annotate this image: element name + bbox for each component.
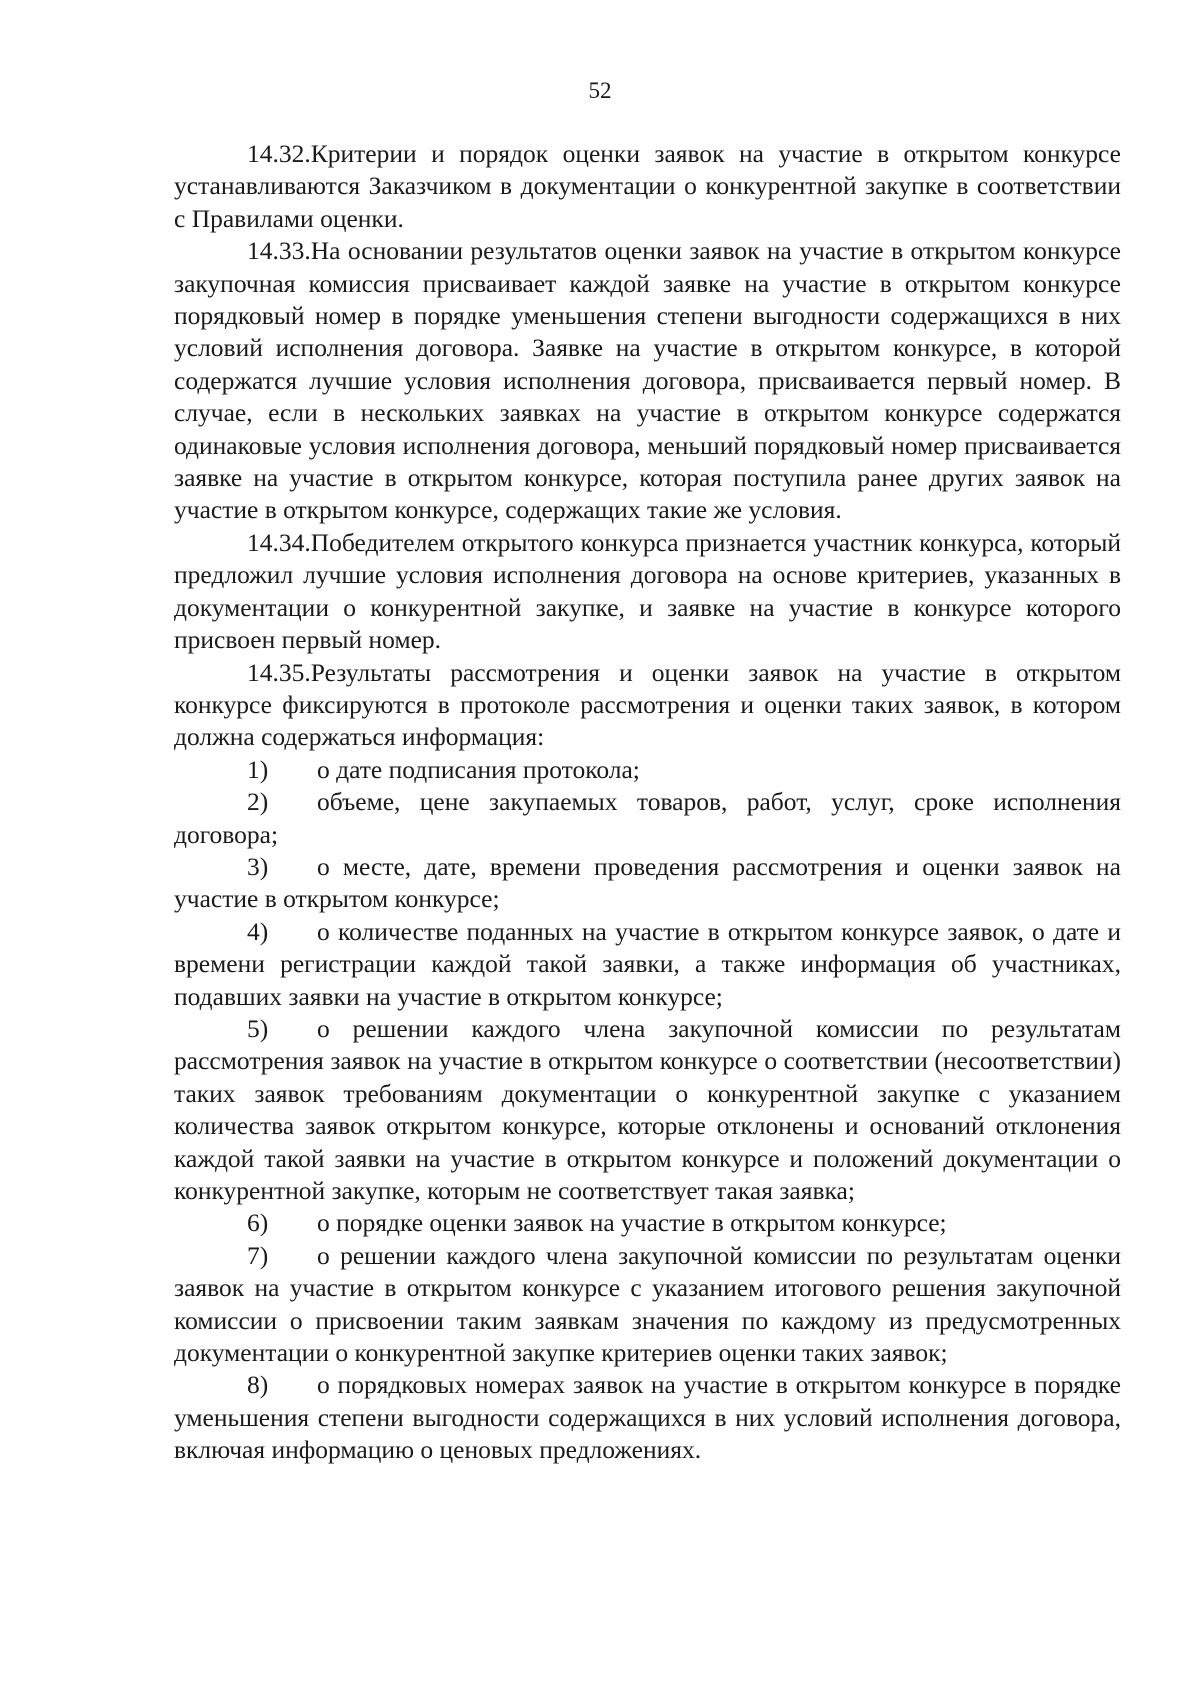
list-item-text: о порядке оценки заявок на участие в открытом конкурсе; xyxy=(317,1208,947,1238)
list-item-text: объеме, цене закупаемых товаров, работ, услуг, сроке исполнения договора; xyxy=(174,787,1121,849)
list-item-text: о дате подписания протокола; xyxy=(317,754,640,784)
list-item-number: 3) xyxy=(247,851,269,881)
list-item-text: о порядковых номерах заявок на участие в открытом конкурсе в порядке уменьшения степени выгодности содержащихся в них условий исполнения договора, включая информацию о ценовых предложениях. xyxy=(174,1370,1121,1465)
list-item-text: о месте, дате, времени проведения рассмотрения и оценки заявок на участие в открытом конкурсе; xyxy=(174,851,1121,914)
list-item-number: 1) xyxy=(247,754,269,784)
list-item-text: о решении каждого члена закупочной комиссии по результатам оценки заявок на участие в открытом конкурсе с указанием итогового решения закупочной комиссии о присвоении таким заявкам значения по каждому из предусмотренных документации о конкурентной закупке критериев оценки таких заявок; xyxy=(174,1240,1121,1368)
list-item-number: 7) xyxy=(247,1240,269,1270)
list-item xyxy=(174,754,1121,786)
list-item xyxy=(174,851,1121,916)
document-body xyxy=(174,138,1121,1467)
list-item-number: 2) xyxy=(247,787,269,817)
list-item-text: о количестве поданных на участие в открытом конкурсе заявок, о дате и времени регистрации каждой такой заявки, а также информация об участниках, подавших заявки на участие в открытом конкурсе; xyxy=(174,916,1121,1011)
list-item xyxy=(174,786,1121,851)
paragraph-14-34: 14.34.Победителем открытого конкурса признается участник конкурса, который предложил лучшие условия исполнения договора на основе критериев, указанных в документации о конкурентной закупке, и заявке на участие в конкурсе которого присвоен первый номер. xyxy=(174,527,1121,655)
list-item xyxy=(174,1240,1121,1370)
list-item xyxy=(174,1369,1121,1466)
list-item-text: о решении каждого члена закупочной комиссии по результатам рассмотрения заявок на участие в открытом конкурсе о соответствии (несоответствии) таких заявок требованиям документации о конкурентной закупке с указанием количества заявок открытом конкурсе, которые отклонены и оснований отклонения каждой такой заявки на участие в открытом конкурсе и положений документации о конкурентной закупке, которым не соответствует такая заявка; xyxy=(174,1013,1121,1205)
paragraph-14-35: 14.35.Результаты рассмотрения и оценки заявок на участие в открытом конкурсе фиксируются в протоколе рассмотрения и оценки таких заявок, в котором должна содержаться информация: xyxy=(174,657,1121,752)
paragraph-14-33: 14.33.На основании результатов оценки заявок на участие в открытом конкурсе закупочная комиссия присваивает каждой заявке на участие в открытом конкурсе порядковый номер в порядке уменьшения степени выгодности содержащихся в них условий исполнения договора. Заявке на участие в открытом конкурсе, в которой содержатся лучшие условия исполнения договора, присваивается первый номер. В случае, если в нескольких заявках на участие в открытом конкурсе содержатся одинаковые условия исполнения договора, меньший порядковый номер присваивается заявке на участие в открытом конкурсе, которая поступила ранее других заявок на участие в открытом конкурсе, содержащих такие же условия. xyxy=(174,236,1121,525)
list-item-number: 8) xyxy=(247,1370,269,1400)
list-item xyxy=(174,916,1121,1013)
list-item xyxy=(174,1013,1121,1207)
list-item-number: 5) xyxy=(247,1013,269,1043)
page-number: 52 xyxy=(588,78,612,103)
list-item xyxy=(174,1207,1121,1239)
list-item-number: 4) xyxy=(247,916,269,946)
paragraph-14-32: 14.32.Критерии и порядок оценки заявок на участие в открытом конкурсе устанавливаются Заказчиком в документации о конкурентной закупке в соответствии с Правилами оценки. xyxy=(174,139,1121,233)
list-item-number: 6) xyxy=(247,1208,269,1238)
